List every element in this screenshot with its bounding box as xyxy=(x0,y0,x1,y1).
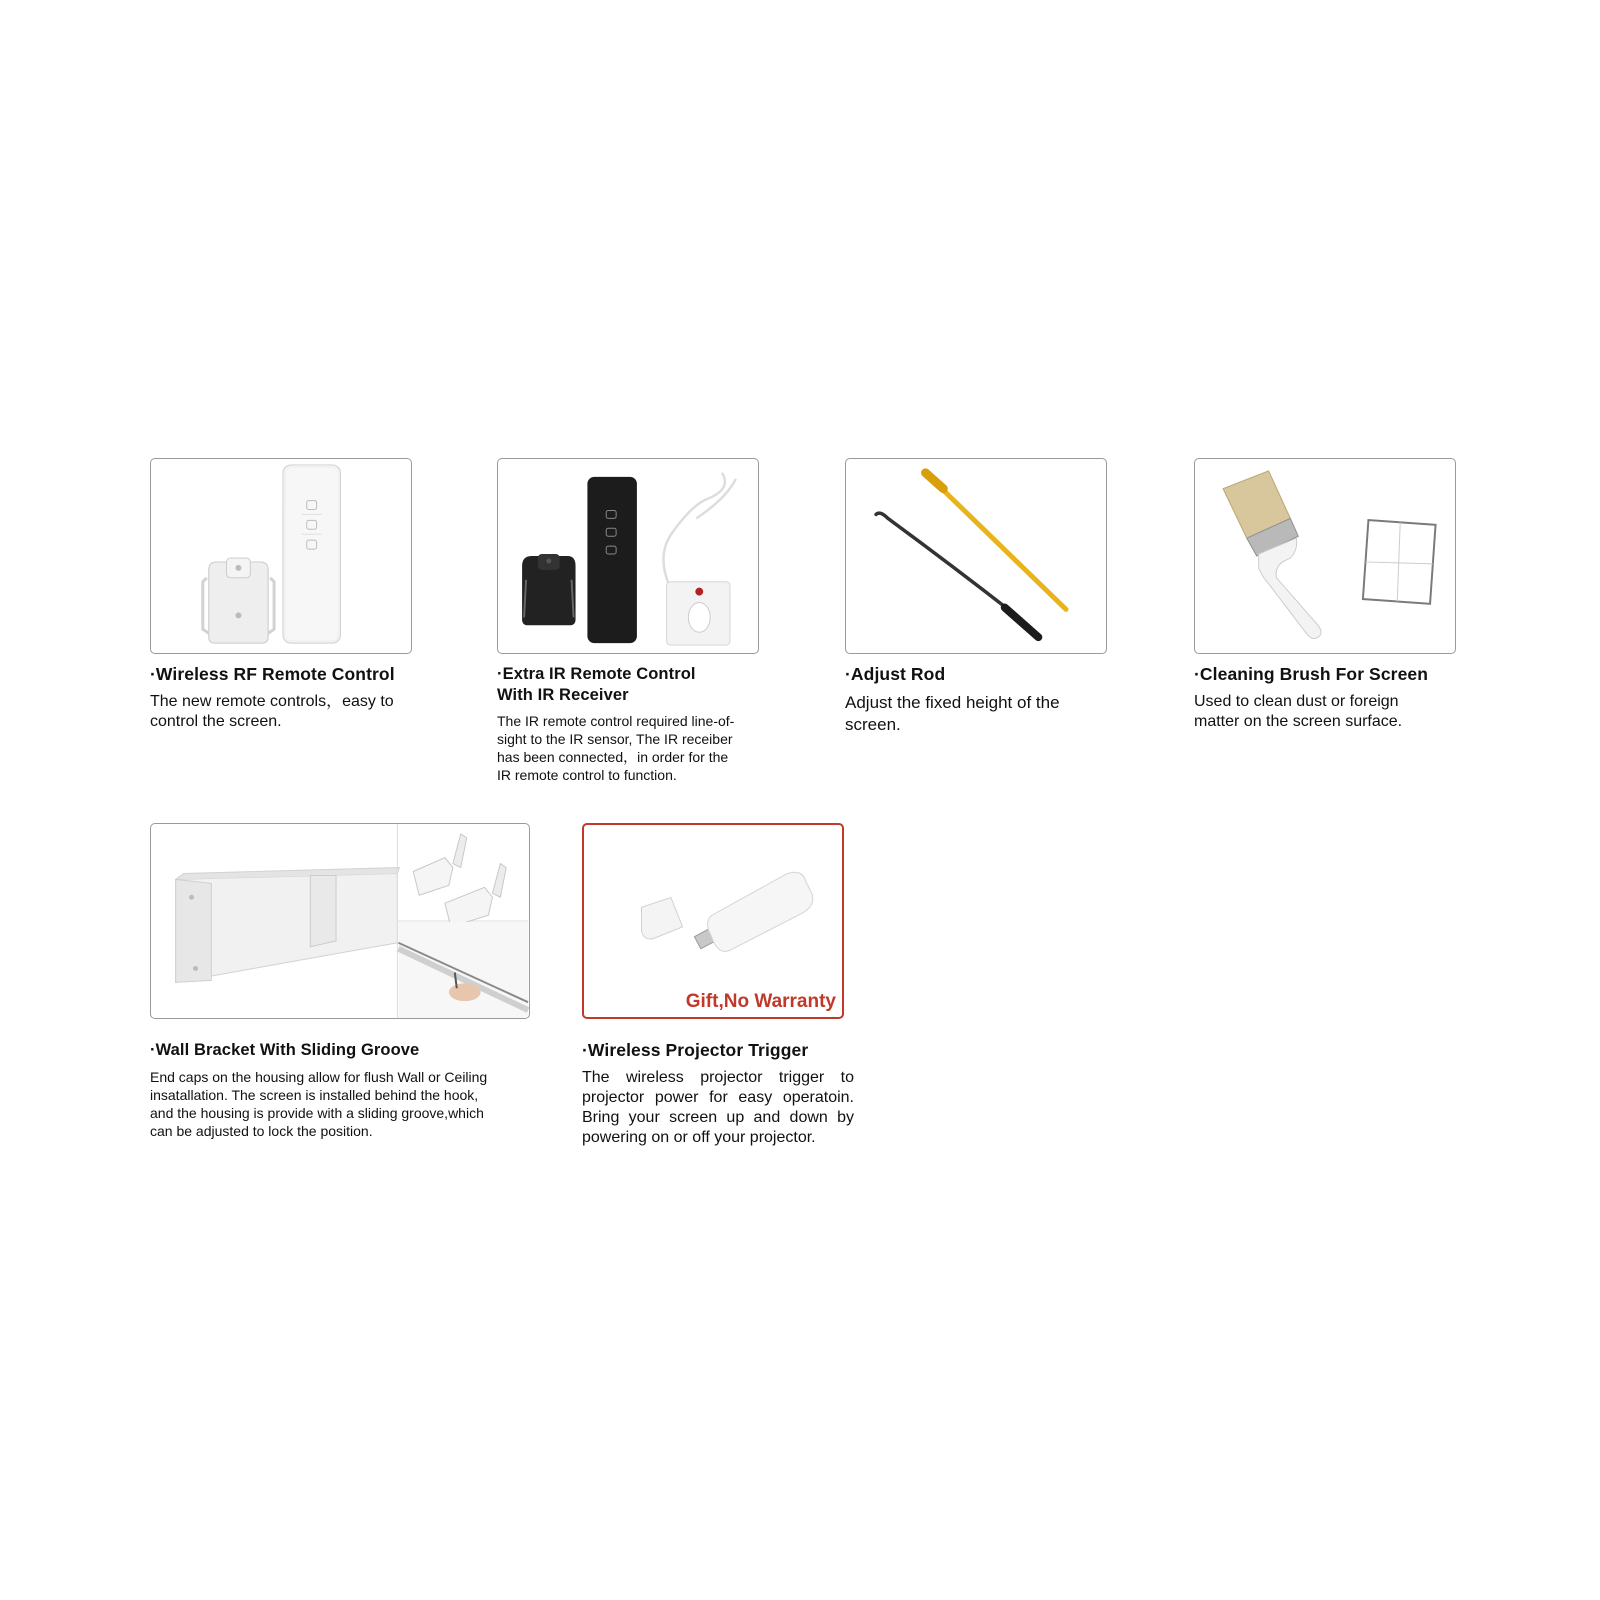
product-title: ·Extra IR Remote Control With IR Receiver xyxy=(497,665,696,704)
rf-remote-illustration xyxy=(151,459,411,653)
product-description: Used to clean dust or foreign matter on the screen surface. xyxy=(1194,693,1403,730)
product-description: The wireless projector trigger to projector power for easy operatoin. Bring your screen up and down by powering on or off your projector. xyxy=(582,1069,854,1146)
product-description: Adjust the fixed height of the screen. xyxy=(845,693,1060,734)
ir-remote-image xyxy=(587,477,636,643)
wall-bracket-illustration xyxy=(151,824,529,1018)
rf-remote-image xyxy=(283,465,340,643)
adjust-rod-image-frame xyxy=(845,458,1107,654)
usb-cap-image xyxy=(641,897,682,938)
bracket-pair-image xyxy=(413,834,506,927)
rf-remote-image-frame xyxy=(150,458,412,654)
cleaning-brush-illustration xyxy=(1195,459,1455,653)
cleaning-pads-image xyxy=(1363,520,1436,604)
ir-receiver-image xyxy=(667,582,730,645)
brush-image xyxy=(1223,471,1321,639)
black-hook-rod-image xyxy=(876,513,1038,637)
yellow-rod-image xyxy=(926,473,1067,610)
wall-bracket-image-frame xyxy=(150,823,530,1019)
product-description: The new remote controls，easy to control the screen. xyxy=(150,693,394,730)
ir-remote-illustration xyxy=(498,459,758,653)
cleaning-brush-image-frame xyxy=(1194,458,1456,654)
ir-holder-image xyxy=(522,554,575,625)
product-title: ·Wall Bracket With Sliding Groove xyxy=(150,1041,420,1059)
product-description: The IR remote control required line-of- sight to the IR sensor, The IR receiber has been connected，in order for the IR remote control to function. xyxy=(497,713,735,783)
product-title: ·Wireless Projector Trigger xyxy=(582,1040,809,1060)
product-title: ·Adjust Rod xyxy=(845,664,946,684)
projector-trigger-image-frame xyxy=(582,823,844,1019)
usb-dongle-image xyxy=(694,872,812,951)
product-title: ·Wireless RF Remote Control xyxy=(150,664,395,684)
projector-trigger-illustration xyxy=(584,825,842,1017)
screen-housing-image xyxy=(176,868,400,983)
ir-remote-image-frame xyxy=(497,458,759,654)
hook-install-image xyxy=(398,922,528,1018)
product-description: End caps on the housing allow for flush Wall or Ceiling insatallation. The screen is installed behind the hook, and the housing is provide with a sliding groove,which can be adjusted to lock the position. xyxy=(150,1069,488,1139)
gift-no-warranty-label: Gift,No Warranty xyxy=(685,991,836,1012)
product-title: ·Cleaning Brush For Screen xyxy=(1194,664,1429,684)
adjust-rod-illustration xyxy=(846,459,1106,653)
remote-holder-image xyxy=(203,558,274,643)
